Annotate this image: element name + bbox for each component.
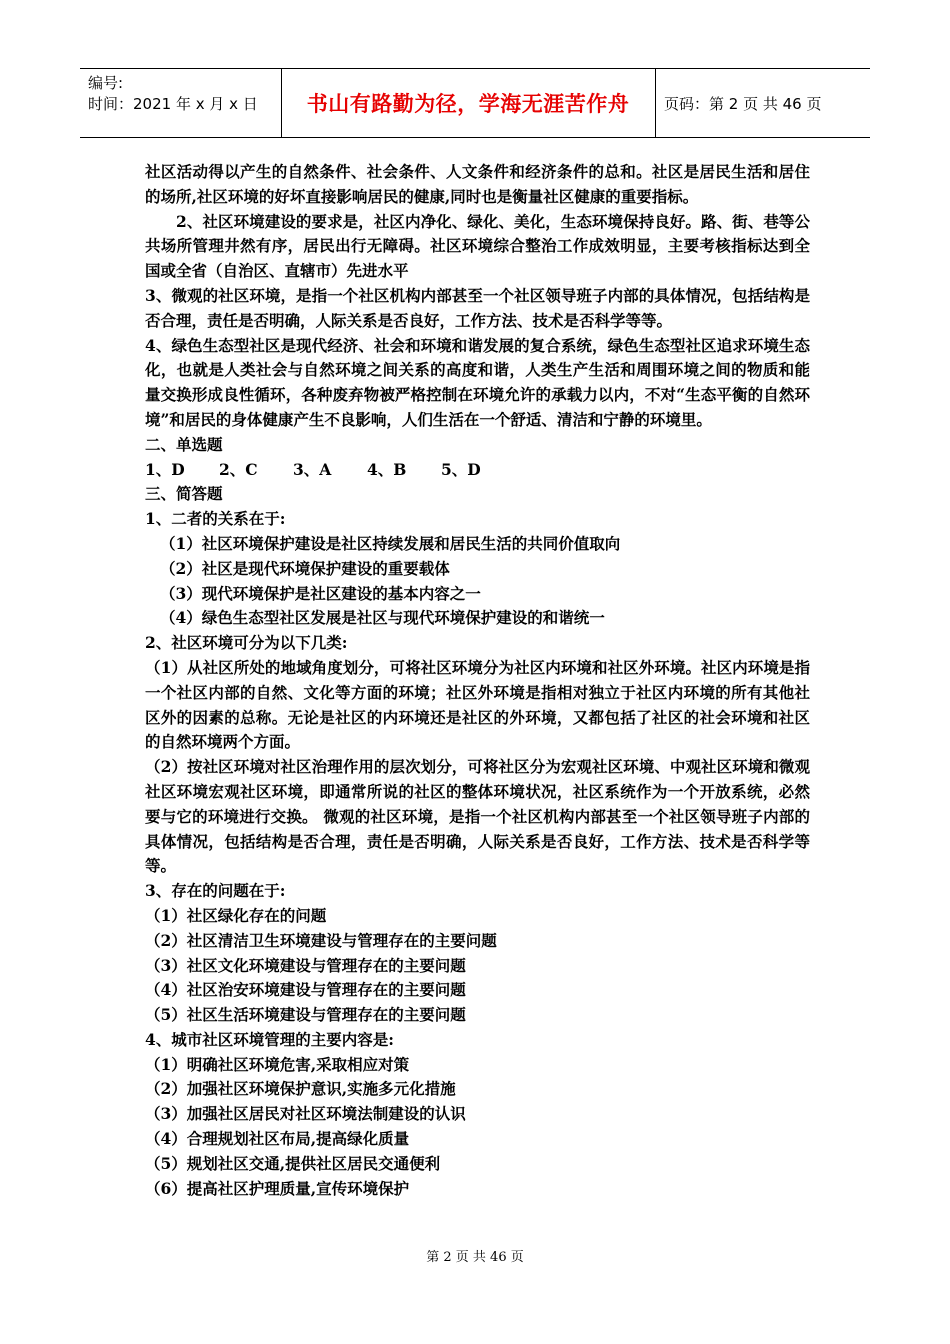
section-heading: 二、单选题: [145, 434, 223, 454]
list-item: （4）绿色生态型社区发展是社区与现代环境保护建设的和谐统一: [160, 608, 605, 628]
list-item: （4）合理规划社区布局,提高绿化质量: [145, 1129, 410, 1149]
list-item: （3）加强社区居民对社区环境法制建设的认识: [145, 1104, 466, 1124]
list-item: （6）提高社区护理质量,宣传环境保护: [145, 1178, 410, 1198]
mcq-answer: 1、D: [145, 459, 185, 479]
paragraph: （1）从社区所处的地域角度划分，可将社区环境分为社区内环境和社区外环境。社区内环境是指一个社区内部的自然、文化等方面的环境；社区外环境是指相对独立于社区内环境的所有其他社区外的因素的总称。无论是社区的内环境还是社区的外环境，又都包括了社区的社会环境和社区的自然环境两个方面。: [145, 657, 810, 752]
list-item: （3）现代环境保护是社区建设的基本内容之一: [160, 583, 481, 603]
header-divider: [655, 69, 656, 137]
list-item: （1）社区绿化存在的问题: [145, 905, 327, 925]
header-page-info: 页码：第 2 页 共 46 页: [664, 95, 822, 113]
paragraph: 社区活动得以产生的自然条件、社会条件、人文条件和经济条件的总和。社区是居民生活和居住的场所,社区环境的好坏直接影响居民的健康,同时也是衡量社区健康的重要指标。: [145, 162, 810, 206]
question-heading: 3、存在的问题在于:: [145, 881, 286, 901]
list-item: （5）规划社区交通,提供社区居民交通便利: [145, 1153, 441, 1173]
list-item: （3）社区文化环境建设与管理存在的主要问题: [145, 955, 466, 975]
document-body: [145, 160, 810, 1201]
mcq-answer: 5、D: [441, 459, 481, 479]
list-item: （1）社区环境保护建设是社区持续发展和居民生活的共同价值取向: [160, 533, 621, 553]
paragraph: （2）按社区环境对社区治理作用的层次划分，可将社区分为宏观社区环境、中观社区环境和微观社区环境宏观社区环境，即通常所说的社区的整体环境状况，社区系统作为一个开放系统，必然要与它的环境进行交换。 微观的社区环境，是指一个社区机构内部甚至一个社区领导班子内部的具体情况，包括结构是否合理，责任是否明确，人际关系是否良好，工作方法、技术是否科学等等。: [145, 757, 810, 876]
mcq-answer: 2、C: [219, 459, 258, 479]
list-item: （4）社区治安环境建设与管理存在的主要问题: [145, 980, 466, 1000]
paragraph: 2、社区环境建设的要求是，社区内净化、绿化、美化，生态环境保持良好。路、街、巷等公共场所管理井然有序，居民出行无障碍。社区环境综合整治工作成效明显，主要考核指标达到全国或全省（自治区、直辖市）先进水平: [145, 211, 810, 281]
header-left-cell: [88, 73, 258, 115]
header-motto: 书山有路勤为径，学海无涯苦作舟: [306, 92, 630, 116]
section-heading: 三、简答题: [145, 484, 223, 504]
list-item: （2）社区清洁卫生环境建设与管理存在的主要问题: [145, 930, 497, 950]
mcq-answer: 3、A: [293, 459, 332, 479]
mcq-answers: [145, 458, 810, 483]
time-label: 时间：2021 年 x 月 x 日: [88, 95, 258, 113]
question-heading: 4、城市社区环境管理的主要内容是:: [145, 1029, 395, 1049]
paragraph: 3、微观的社区环境，是指一个社区机构内部甚至一个社区领导班子内部的具体情况，包括结构是否合理，责任是否明确，人际关系是否良好，工作方法、技术是否科学等等。: [145, 285, 810, 330]
number-label: 编号:: [88, 74, 124, 92]
list-item: （5）社区生活环境建设与管理存在的主要问题: [145, 1005, 466, 1025]
header-table: [80, 68, 870, 138]
mcq-answer: 4、B: [367, 459, 407, 479]
list-item: （2）社区是现代环境保护建设的重要载体: [160, 558, 450, 578]
question-heading: 1、二者的关系在于:: [145, 509, 286, 529]
page-footer: 第 2 页 共 46 页: [426, 1250, 524, 1265]
question-heading: 2、社区环境可分为以下几类:: [145, 633, 348, 653]
paragraph: 4、绿色生态型社区是现代经济、社会和环境和谐发展的复合系统，绿色生态型社区追求环境生态化，也就是人类社会与自然环境之间关系的高度和谐，人类生产生活和周围环境之间的物质和能量交换形成良性循环，各种废弃物被严格控制在环境允许的承载力以内，不对“生态平衡的自然环境”和居民的身体健康产生不良影响，人们生活在一个舒适、清洁和宁静的环境里。: [145, 335, 810, 429]
list-item: （1）明确社区环境危害,采取相应对策: [145, 1054, 410, 1074]
list-item: （2）加强社区环境保护意识,实施多元化措施: [145, 1079, 456, 1099]
